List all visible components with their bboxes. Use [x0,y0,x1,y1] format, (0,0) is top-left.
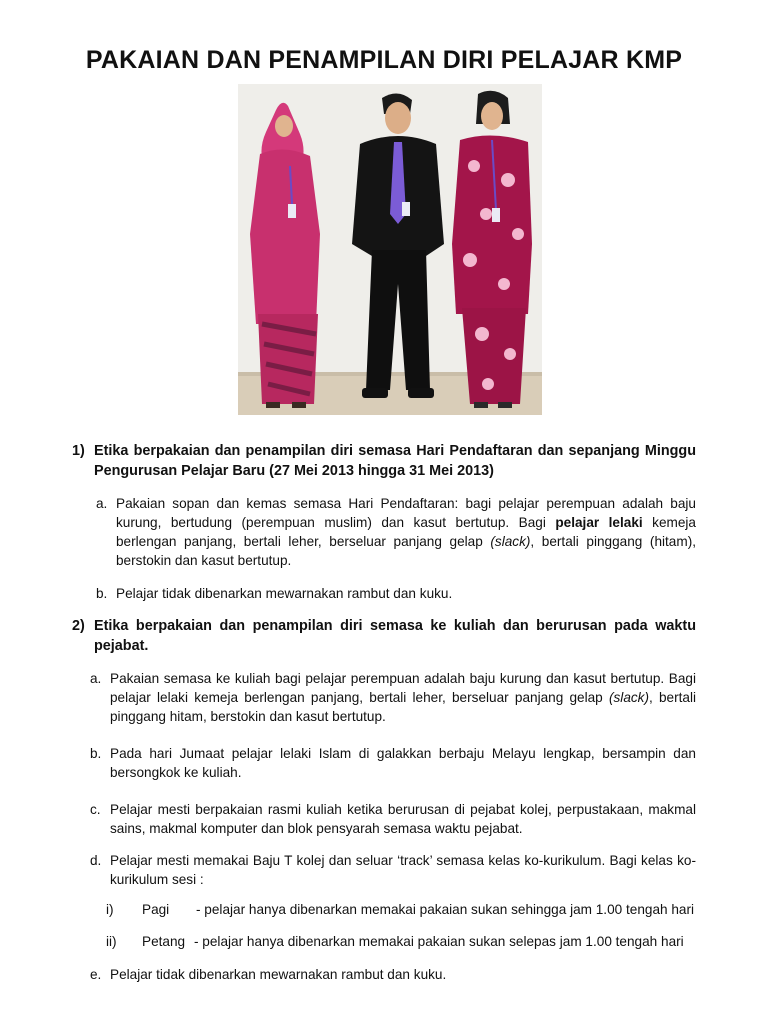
sub-item [106,900,694,919]
section-heading-text: Etika berpakaian dan penampilan diri semasa ke kuliah dan berurusan pada waktu pejabat. [94,618,696,654]
section-number: 2) [72,618,85,634]
item-text: Pelajar mesti memakai Baju T kolej dan seluar ‘track’ semasa kelas ko-kurikulum. Bagi kelas ko-kurikulum sesi : [110,853,696,887]
list-item [90,669,696,726]
sub-item [106,932,684,951]
item-text: Pelajar tidak dibenarkan mewarnakan rambut dan kuku. [110,967,447,982]
item-label: a. [96,496,108,511]
list-item [90,800,696,838]
sub-item-label: ii) [106,934,117,949]
item-label: b. [96,586,108,601]
item-label: e. [90,967,102,982]
list-item [96,494,696,570]
item-text: Pada hari Jumaat pelajar lelaki Islam di galakkan berbaju Melayu lengkap, bersampin dan bersongkok ke kuliah. [110,746,696,780]
item-text: Pakaian semasa ke kuliah bagi pelajar perempuan adalah baju kurung dan kasut bertutup. Bagi pelajar lelaki kemeja berlengan panjang, bertali leher, berseluar panjang gelap (slack), bertali pinggang hitam, berstokin dan kasut bertutup. [110,671,697,724]
sub-item-session: Petang [142,934,186,949]
students-photo [238,84,542,415]
page-title: PAKAIAN DAN PENAMPILAN DIRI PELAJAR KMP [85,46,683,74]
section-number: 1) [72,443,85,459]
list-item [90,744,696,782]
item-label: d. [90,853,102,868]
item-label: b. [90,746,102,761]
sub-item-session: Pagi [142,902,170,917]
list-item [90,851,696,889]
sub-item-text: - pelajar hanya dibenarkan memakai pakaian sukan sehingga jam 1.00 tengah hari [196,902,695,917]
list-item [90,965,696,984]
sub-item-label: i) [106,902,114,917]
item-text: Pakaian sopan dan kemas semasa Hari Pendaftaran: bagi pelajar perempuan adalah baju kurung, bertudung (perempuan muslim) dan kasut bertutup. Bagi pelajar lelaki kemeja berlengan panjang, bertali leher, berseluar panjang gelap (slack), bertali pinggang (hitam), berstokin dan kasut bertutup. [116,496,696,568]
item-label: c. [90,802,101,817]
sub-item-text: - pelajar hanya dibenarkan memakai pakaian sukan selepas jam 1.00 tengah hari [194,934,684,949]
section-2-heading [72,616,696,656]
list-item [96,584,696,603]
section-1-heading [72,441,696,481]
item-label: a. [90,671,102,686]
section-heading-text: Etika berpakaian dan penampilan diri semasa Hari Pendaftaran dan sepanjang Minggu Pengurusan Pelajar Baru (27 Mei 2013 hingga 31 Mei 2013) [94,443,696,479]
item-text: Pelajar tidak dibenarkan mewarnakan rambut dan kuku. [116,586,453,601]
item-text: Pelajar mesti berpakaian rasmi kuliah ketika berurusan di pejabat kolej, perpustakaan, makmal sains, makmal komputer dan blok pensyarah semasa waktu pejabat. [110,802,696,836]
